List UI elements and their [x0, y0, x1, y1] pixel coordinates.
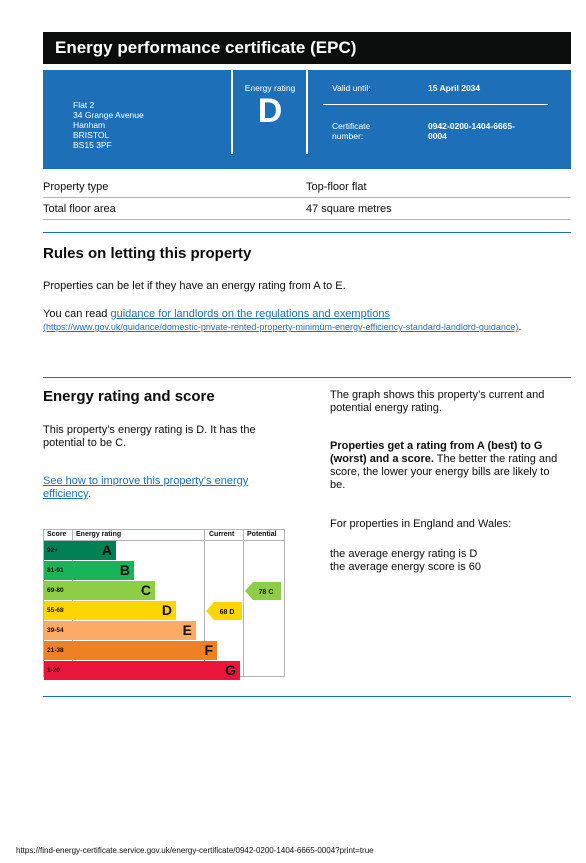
epc-summary-box	[43, 70, 571, 169]
energy-rating-label: Energy rating	[244, 83, 296, 93]
valid-until-value: 15 April 2034	[428, 83, 481, 93]
rating-column-header: Energy rating	[76, 531, 122, 538]
energy-rating-chart	[43, 529, 285, 677]
graph-explainer: The graph shows this property’s current and potential energy rating.	[330, 389, 545, 414]
potential-rating-arrow	[245, 582, 281, 600]
band-bar-a: A	[72, 541, 116, 560]
improve-link-para: See how to improve this property’s energy efficiency.	[43, 475, 249, 500]
energy-rating-letter: D	[257, 92, 283, 130]
section-rule	[43, 696, 571, 697]
floor-area-value: 47 square metres	[306, 203, 392, 215]
band-score-b: 81-91	[44, 561, 72, 580]
current-rating-arrow-label: 68 D	[219, 609, 235, 616]
property-type-label: Property type	[43, 181, 109, 193]
divider	[323, 104, 548, 105]
score-column-header: Score	[47, 531, 67, 538]
band-score-e: 39-54	[44, 621, 72, 640]
address	[73, 100, 144, 150]
potential-rating-arrow-label: 78 C	[258, 589, 274, 596]
potential-column-header: Potential	[247, 531, 277, 538]
improve-efficiency-link[interactable]: See how to improve this property’s energy efficiency	[43, 475, 249, 500]
floor-area-row	[43, 198, 571, 220]
property-type-row	[43, 176, 571, 198]
current-column-header: Current	[209, 531, 235, 538]
band-bar-b: B	[72, 561, 134, 580]
guidance-url-link[interactable]: (https://www.gov.uk/guidance/domestic-private-rented-property-minimum-energy-efficiency-standard-landlord-guidance)	[43, 322, 519, 332]
letting-guidance-para: You can read guidance for landlords on the regulations and exemptions (https://www.gov.uk/guidance/domestic-private-rented-property-minimum-energy-efficiency-standard-landlord-guidance).	[43, 308, 522, 333]
current-rating-arrow	[206, 602, 242, 620]
address-line: BRISTOL	[73, 130, 110, 140]
address-line: Hanham	[73, 120, 106, 130]
average-rating: the average energy rating is D	[330, 548, 478, 560]
section-rule	[43, 232, 571, 233]
band-score-c: 69-80	[44, 581, 72, 600]
page-title: Energy performance certificate (EPC)	[43, 32, 571, 64]
band-score-a: 92+	[44, 541, 72, 560]
address-line: 34 Grange Avenue	[73, 110, 144, 120]
floor-area-label: Total floor area	[43, 203, 116, 215]
score-para: This property’s energy rating is D. It has the potential to be C.	[43, 424, 256, 449]
band-bar-f: F	[72, 641, 217, 660]
average-score: the average energy score is 60	[330, 561, 482, 573]
band-score-f: 21-38	[44, 641, 72, 660]
footer-url: https://find-energy-certificate.service.gov.uk/energy-certificate/0942-0200-1404-6665-0004?print=true	[16, 846, 374, 855]
band-score-g: 1-20	[44, 661, 72, 680]
rating-explainer: Properties get a rating from A (best) to G (worst) and a score. The better the rating and score, the lower your energy bills are likely to be.	[330, 440, 558, 491]
band-bar-d: D	[72, 601, 176, 620]
guidance-link[interactable]: guidance for landlords on the regulations and exemptions	[110, 308, 390, 320]
section-rule	[43, 377, 571, 378]
region-note: For properties in England and Wales:	[330, 518, 512, 530]
band-bar-g: G	[72, 661, 240, 680]
band-bar-e: E	[72, 621, 196, 640]
letting-para: Properties can be let if they have an energy rating from A to E.	[43, 280, 346, 292]
address-line: BS15 3PF	[73, 140, 112, 150]
valid-until-label: Valid until:	[332, 83, 371, 93]
property-type-value: Top-floor flat	[306, 181, 367, 193]
certificate-number-value: 0942-0200-1404-6665- 0004	[428, 121, 515, 141]
band-score-d: 55-68	[44, 601, 72, 620]
address-line: Flat 2	[73, 100, 95, 110]
letting-heading: Rules on letting this property	[43, 245, 252, 262]
band-bar-c: C	[72, 581, 155, 600]
column-divider	[243, 530, 244, 676]
certificate-number-label: Certificate number:	[332, 121, 371, 141]
score-heading: Energy rating and score	[43, 388, 215, 405]
